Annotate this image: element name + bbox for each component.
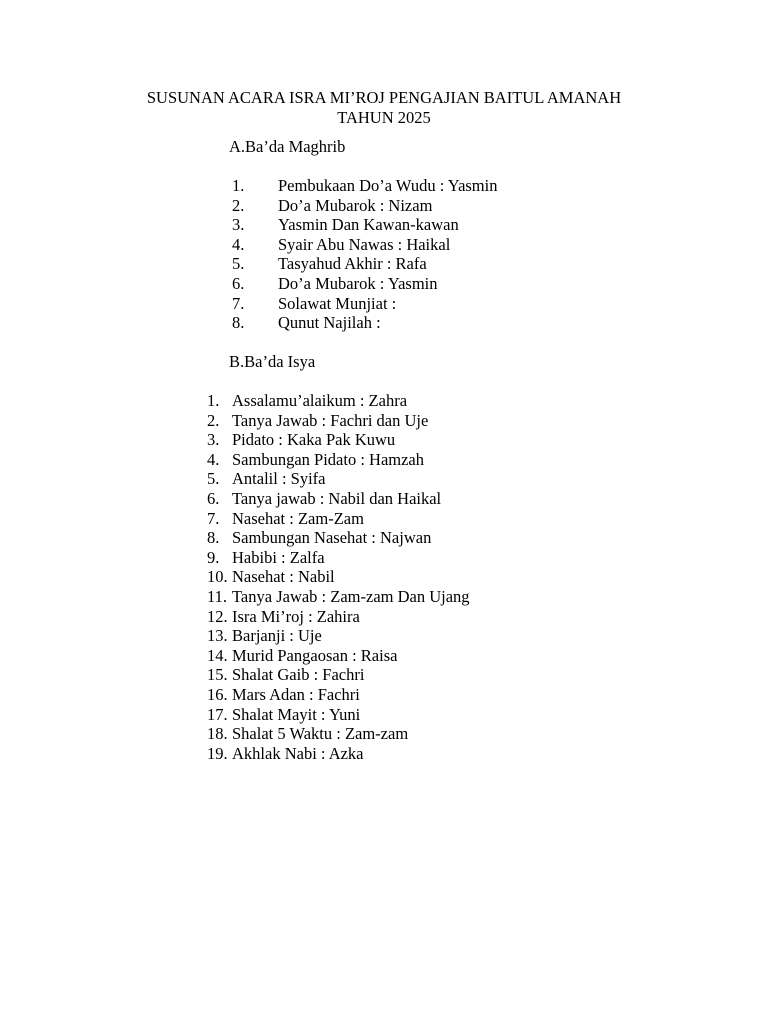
list-item (207, 450, 470, 470)
item-number: 5. (232, 254, 245, 274)
item-text: Qunut Najilah : (278, 313, 381, 333)
item-text: Solawat Munjiat : (278, 293, 397, 313)
list-item (207, 607, 470, 627)
list-item (232, 274, 497, 294)
item-text: Habibi : Zalfa (232, 547, 325, 567)
item-number: 6. (232, 273, 245, 293)
item-number: 7. (207, 508, 220, 528)
item-text: Syair Abu Nawas : Haikal (278, 234, 451, 254)
item-number: 5. (207, 469, 220, 489)
list-item (232, 313, 497, 333)
item-text: Do’a Mubarok : Nizam (278, 195, 433, 215)
list-item (207, 469, 470, 489)
item-number: 6. (207, 488, 220, 508)
item-number: 3. (232, 215, 245, 235)
list-item (207, 528, 470, 548)
item-number: 13. (207, 626, 228, 646)
list-item (207, 509, 470, 529)
list-item (207, 665, 470, 685)
item-number: 15. (207, 665, 228, 685)
list-item (232, 196, 497, 216)
list-item (207, 567, 470, 587)
item-text: Do’a Mubarok : Yasmin (278, 273, 438, 293)
item-text: Akhlak Nabi : Azka (232, 743, 364, 763)
item-text: Murid Pangaosan : Raisa (232, 645, 398, 665)
list-item (207, 744, 470, 764)
list-item (207, 430, 470, 450)
item-text: Mars Adan : Fachri (232, 684, 360, 704)
item-number: 7. (232, 293, 245, 313)
list-item (207, 646, 470, 666)
item-text: Pembukaan Do’a Wudu : Yasmin (278, 176, 498, 195)
item-number: 4. (207, 449, 220, 469)
item-number: 8. (232, 313, 245, 333)
list-item (207, 587, 470, 607)
item-number: 11. (207, 586, 228, 606)
isya-agenda-list (207, 391, 470, 763)
item-text: Nasehat : Nabil (232, 567, 335, 587)
item-text: Yasmin Dan Kawan-kawan (278, 215, 459, 235)
list-item (207, 705, 470, 725)
item-text: Sambungan Nasehat : Najwan (232, 528, 432, 548)
item-text: Barjanji : Uje (232, 626, 322, 646)
item-text: Pidato : Kaka Pak Kuwu (232, 430, 396, 450)
item-text: Assalamu’alaikum : Zahra (232, 391, 408, 410)
list-item (232, 254, 497, 274)
section-heading-isya: B.Ba’da Isya (229, 352, 316, 371)
item-text: Sambungan Pidato : Hamzah (232, 449, 425, 469)
section-heading-maghrib: A.Ba’da Maghrib (229, 137, 346, 156)
document-title-year: TAHUN 2025 (337, 108, 431, 127)
item-number: 10. (207, 567, 228, 587)
list-item (207, 411, 470, 431)
list-item (207, 391, 470, 411)
item-text: Shalat Gaib : Fachri (232, 665, 365, 685)
item-text: Shalat 5 Waktu : Zam-zam (232, 724, 409, 744)
item-text: Shalat Mayit : Yuni (232, 704, 361, 724)
item-number: 9. (207, 547, 220, 567)
item-number: 19. (207, 743, 228, 763)
item-number: 4. (232, 234, 245, 254)
item-text: Isra Mi’roj : Zahira (232, 606, 360, 626)
item-text: Tanya Jawab : Fachri dan Uje (232, 410, 429, 430)
item-number: 1. (232, 176, 245, 195)
list-item (207, 626, 470, 646)
item-number: 1. (207, 391, 220, 410)
list-item (207, 489, 470, 509)
list-item (232, 294, 497, 314)
list-item (207, 724, 470, 744)
item-number: 3. (207, 430, 220, 450)
list-item (232, 215, 497, 235)
item-text: Tasyahud Akhir : Rafa (278, 254, 427, 274)
item-number: 16. (207, 684, 228, 704)
item-text: Tanya jawab : Nabil dan Haikal (232, 488, 442, 508)
list-item (207, 685, 470, 705)
item-number: 12. (207, 606, 228, 626)
item-number: 17. (207, 704, 228, 724)
item-number: 18. (207, 724, 228, 744)
item-number: 2. (232, 195, 245, 215)
list-item (232, 176, 497, 196)
item-number: 2. (207, 410, 220, 430)
list-item (232, 235, 497, 255)
item-number: 14. (207, 645, 228, 665)
maghrib-agenda-list (232, 176, 497, 333)
item-text: Nasehat : Zam-Zam (232, 508, 364, 528)
item-text: Antalil : Syifa (232, 469, 326, 489)
item-text: Tanya Jawab : Zam-zam Dan Ujang (232, 586, 470, 606)
document-title: SUSUNAN ACARA ISRA MI’ROJ PENGAJIAN BAITUL AMANAH (146, 88, 622, 107)
list-item (207, 548, 470, 568)
item-number: 8. (207, 528, 220, 548)
